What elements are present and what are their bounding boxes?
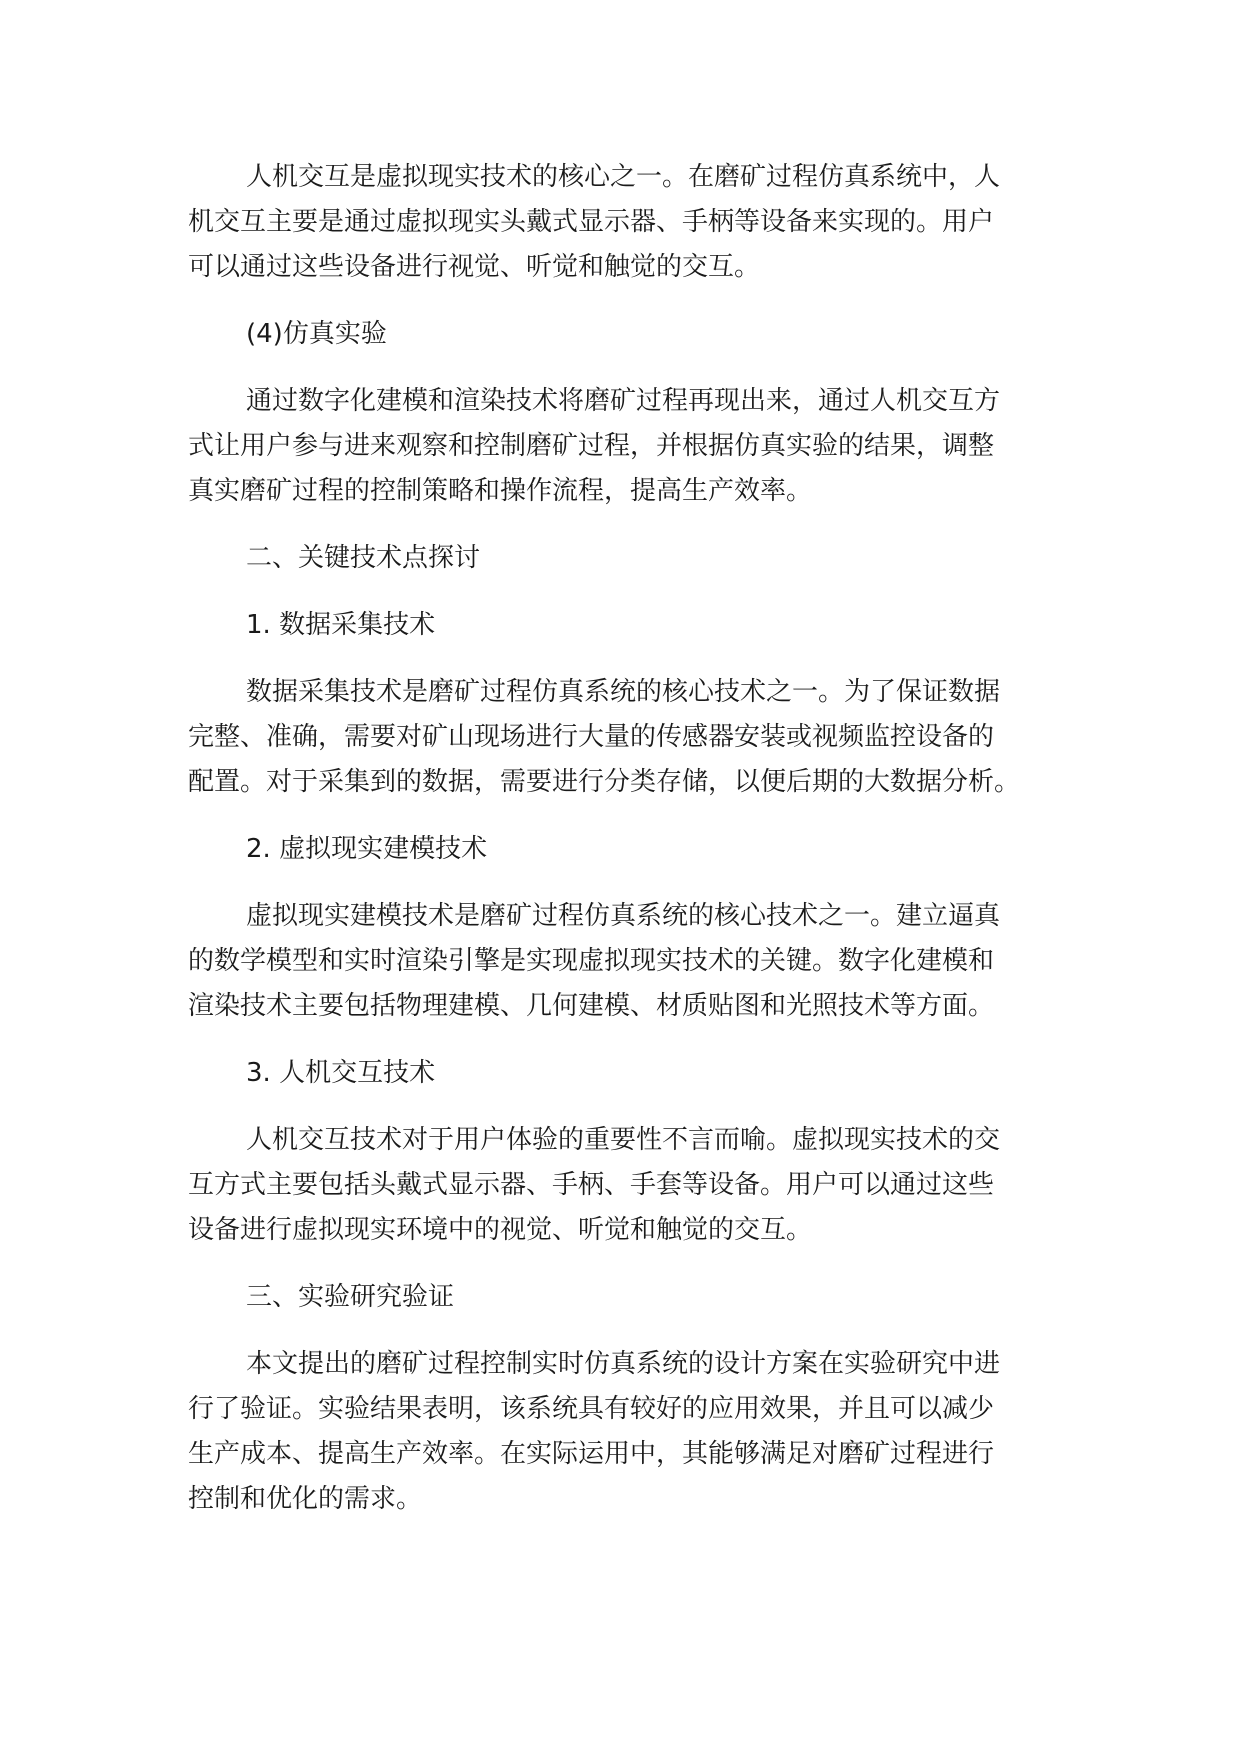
text-line: 完整、准确，需要对矿山现场进行大量的传感器安装或视频监控设备的 [188, 722, 995, 752]
paragraph-simulation-experiment [188, 379, 1068, 514]
heading-line: 二、关键技术点探讨 [246, 543, 481, 573]
text-line: 通过数字化建模和渲染技术将磨矿过程再现出来，通过人机交互方 [246, 386, 1001, 416]
paragraph-experimental-validation [188, 1342, 1068, 1522]
heading-line: 1. 数据采集技术 [246, 610, 436, 640]
section-heading-simulation-experiment [188, 312, 1068, 357]
text-line: 可以通过这些设备进行视觉、听觉和触觉的交互。 [188, 252, 761, 282]
heading-line: 2. 虚拟现实建模技术 [246, 834, 488, 864]
text-line: 虚拟现实建模技术是磨矿过程仿真系统的核心技术之一。建立逼真 [246, 901, 1001, 931]
subheading-vr-modeling [188, 827, 1068, 872]
heading-line: (4)仿真实验 [246, 319, 387, 349]
text-line: 人机交互技术对于用户体验的重要性不言而喻。虚拟现实技术的交 [246, 1125, 1001, 1155]
section-heading-experimental-validation [188, 1275, 1068, 1320]
heading-line: 三、实验研究验证 [246, 1282, 455, 1312]
text-line: 控制和优化的需求。 [188, 1484, 423, 1514]
text-line: 式让用户参与进来观察和控制磨矿过程，并根据仿真实验的结果，调整 [188, 431, 995, 461]
subheading-data-acquisition [188, 603, 1068, 648]
text-line: 数据采集技术是磨矿过程仿真系统的核心技术之一。为了保证数据 [246, 677, 1001, 707]
text-line: 设备进行虚拟现实环境中的视觉、听觉和触觉的交互。 [188, 1215, 813, 1245]
text-line: 生产成本、提高生产效率。在实际运用中，其能够满足对磨矿过程进行 [188, 1439, 995, 1469]
subheading-hci-technology [188, 1051, 1068, 1096]
paragraph-vr-modeling [188, 894, 1068, 1029]
text-line: 人机交互是虚拟现实技术的核心之一。在磨矿过程仿真系统中，人 [246, 162, 1001, 192]
section-heading-key-technologies [188, 536, 1068, 581]
text-line: 真实磨矿过程的控制策略和操作流程，提高生产效率。 [188, 476, 813, 506]
text-line: 机交互主要是通过虚拟现实头戴式显示器、手柄等设备来实现的。用户 [188, 207, 995, 237]
paragraph-hci-technology [188, 1118, 1068, 1253]
text-line: 行了验证。实验结果表明，该系统具有较好的应用效果，并且可以减少 [188, 1394, 995, 1424]
heading-line: 3. 人机交互技术 [246, 1058, 436, 1088]
paragraph-data-acquisition [188, 670, 1068, 805]
paragraph-hci-intro [188, 155, 1068, 290]
document-body [188, 155, 1068, 1522]
text-line: 渲染技术主要包括物理建模、几何建模、材质贴图和光照技术等方面。 [188, 991, 995, 1021]
text-line: 互方式主要包括头戴式显示器、手柄、手套等设备。用户可以通过这些 [188, 1170, 995, 1200]
text-line: 配置。对于采集到的数据，需要进行分类存储，以便后期的大数据分析。 [188, 767, 1021, 797]
text-line: 本文提出的磨矿过程控制实时仿真系统的设计方案在实验研究中进 [246, 1349, 1001, 1379]
text-line: 的数学模型和实时渲染引擎是实现虚拟现实技术的关键。数字化建模和 [188, 946, 995, 976]
